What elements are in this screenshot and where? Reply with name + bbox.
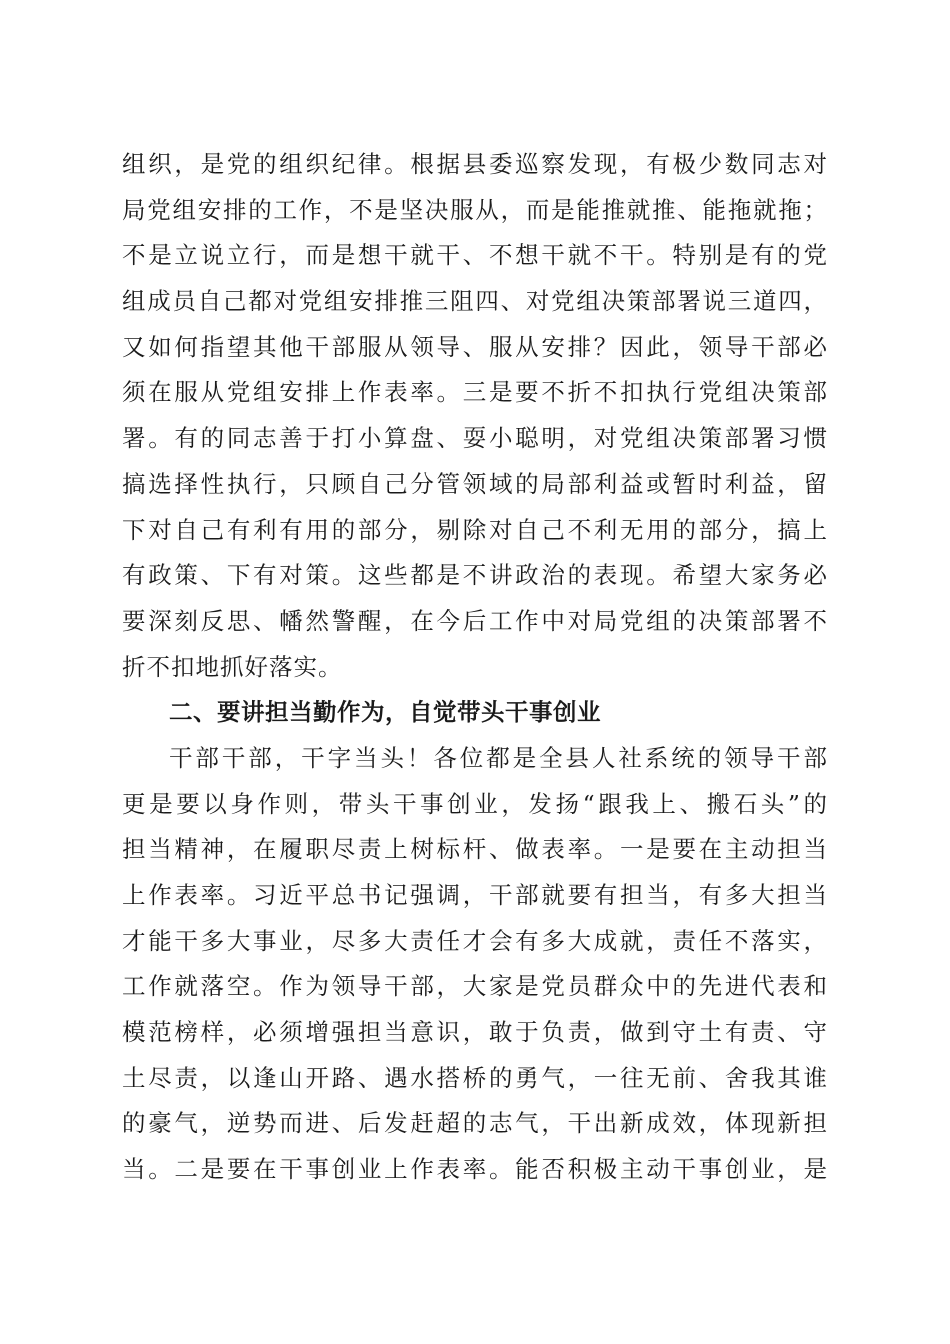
text-line: 署。有的同志善于打小算盘、耍小聪明，对党组决策部署习惯 [122, 424, 828, 453]
text-line: 又如何指望其他干部服从领导、服从安排？因此，领导干部必 [122, 332, 828, 361]
text-line: 工作就落空。作为领导干部，大家是党员群众中的先进代表和 [122, 972, 828, 1001]
text-line: 担当精神，在履职尽责上树标杆、做表率。一是要在主动担当 [122, 835, 828, 864]
text-line: 搞选择性执行，只顾自己分管领域的局部利益或暂时利益，留 [122, 469, 828, 498]
text-line: 更是要以身作则，带头干事创业，发扬“跟我上、搬石头”的 [122, 789, 828, 818]
text-line: 下对自己有利有用的部分，剔除对自己不利无用的部分，搞上 [122, 515, 828, 544]
text-line: 土尽责，以逢山开路、遇水搭桥的勇气，一往无前、舍我其谁 [122, 1063, 828, 1092]
section-heading: 二、要讲担当勤作为，自觉带头干事创业 [169, 698, 601, 727]
paragraph-party-discipline [122, 142, 828, 690]
text-line: 当。二是要在干事创业上作表率。能否积极主动干事创业，是 [122, 1155, 828, 1184]
text-line: 不是立说立行，而是想干就干、不想干就不干。特别是有的党 [122, 241, 828, 270]
text-line: 上作表率。习近平总书记强调，干部就要有担当，有多大担当 [122, 881, 828, 909]
text-line: 要深刻反思、幡然警醒，在今后工作中对局党组的决策部署不 [122, 606, 828, 635]
text-line: 折不扣地抓好落实。 [122, 652, 343, 681]
text-line: 局党组安排的工作，不是坚决服从，而是能推就推、能拖就拖； [122, 195, 828, 224]
text-line: 有政策、下有对策。这些都是不讲政治的表现。希望大家务必 [122, 561, 828, 590]
text-line: 组成员自己都对党组安排推三阻四、对党组决策部署说三道四， [122, 287, 828, 316]
text-line: 干部干部，干字当头！各位都是全县人社系统的领导干部 [169, 743, 828, 772]
document-body [122, 142, 828, 1193]
text-line: 才能干多大事业，尽多大责任才会有多大成就，责任不落实， [122, 926, 828, 955]
text-line: 须在服从党组安排上作表率。三是要不折不扣执行党组决策部 [122, 378, 828, 407]
text-line: 组织，是党的组织纪律。根据县委巡察发现，有极少数同志对 [122, 150, 828, 178]
paragraph-responsibility [122, 736, 828, 1193]
text-line: 模范榜样，必须增强担当意识，敢于负责，做到守土有责、守 [122, 1018, 828, 1047]
text-line: 的豪气，逆势而进、后发赶超的志气，干出新成效，体现新担 [122, 1109, 828, 1138]
